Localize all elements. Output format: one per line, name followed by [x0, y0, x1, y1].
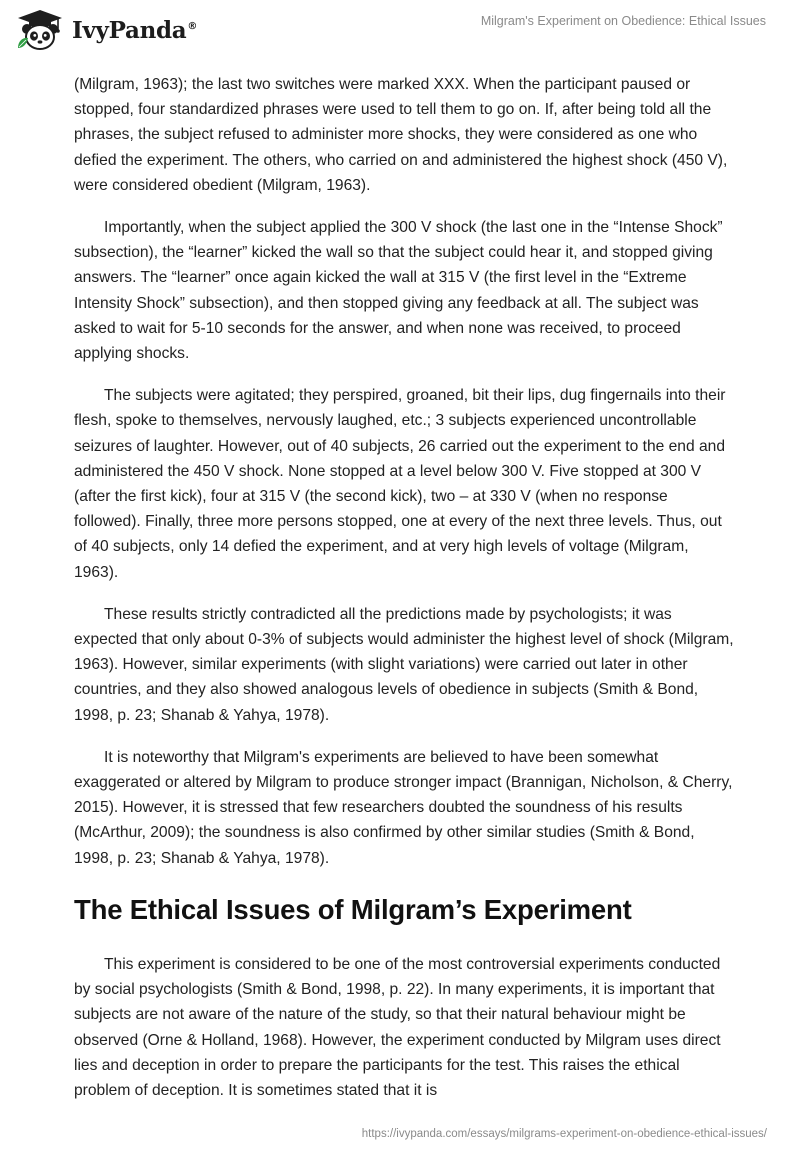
paragraph: These results strictly contradicted all the predictions made by psychologists; it was expected that only about 0-3% of subjects would administer the highest level of shock (Milgram, 1963). However, similar experiments (with slight variations) were carried out later in other countries, and they also showed analogous levels of obedience in subjects (Smith & Bond, 1998, p. 23; Shanab & Yahya, 1978). [74, 605, 734, 724]
essay-body [74, 72, 734, 1120]
panda-graduate-icon [14, 8, 66, 52]
source-url[interactable]: https://ivypanda.com/essays/milgrams-experiment-on-obedience-ethical-issues/ [361, 1128, 767, 1140]
paragraph: Importantly, when the subject applied the 300 V shock (the last one in the “Intense Shock” subsection), the “learner” kicked the wall so that the subject could hear it, and stopped giving answers. The “learner” once again kicked the wall at 315 V (the first level in the “Extreme Intensity Shock” subsection), and then stopped giving any feedback at all. The subject was asked to wait for 5-10 seconds for the answer, and when none was received, to proceed applying shocks. [74, 219, 723, 363]
logo-wordmark: IvyPanda® [72, 16, 198, 44]
section-heading: The Ethical Issues of Milgram’s Experiment [74, 893, 632, 925]
document-title: Milgram's Experiment on Obedience: Ethical Issues [480, 14, 766, 28]
ivypanda-logo[interactable] [14, 8, 197, 52]
paragraph: It is noteworthy that Milgram's experiments are believed to have been somewhat exaggerated or altered by Milgram to produce stronger impact (Brannigan, Nicholson, & Cherry, 2015). However, it is stressed that few researchers doubted the soundness of his results (McArthur, 2009); the soundness is also confirmed by other similar studies (Smith & Bond, 1998, p. 23; Shanab & Yahya, 1978). [74, 748, 733, 867]
paragraph: (Milgram, 1963); the last two switches were marked XXX. When the participant paused or stopped, four standardized phrases were used to tell them to go on. If, after being told all the phrases, the subject refused to administer more shocks, they were considered as one who defied the experiment. The others, who carried on and administered the highest shock (450 V), were considered obedient (Milgram, 1963). [74, 76, 728, 194]
paragraph: The subjects were agitated; they perspired, groaned, bit their lips, dug fingernails into their flesh, spoke to themselves, nervously laughed, etc.; 3 subjects experienced uncontrollable seizures of laughter. However, out of 40 subjects, 26 carried out the experiment to the end and administered the 450 V shock. None stopped at a level below 300 V. Five stopped at 300 V (after the first kick), four at 315 V (the second kick), two – at 330 V (when no response followed). Finally, three more persons stopped, one at every of the next three levels. Thus, out of 40 subjects, only 14 defied the experiment, and at very high levels of voltage (Milgram, 1963). [74, 387, 726, 581]
paragraph: This experiment is considered to be one of the most controversial experiments conducted by social psychologists (Smith & Bond, 1998, p. 22). In many experiments, it is important that subjects are not aware of the nature of the study, so that their natural behaviour might be observed (Orne & Holland, 1968). However, the experiment conducted by Milgram uses direct lies and deception in order to prepare the participants for the test. This raises the ethical problem of deception. It is sometimes stated that it is [74, 955, 721, 1099]
page-header [0, 0, 800, 62]
